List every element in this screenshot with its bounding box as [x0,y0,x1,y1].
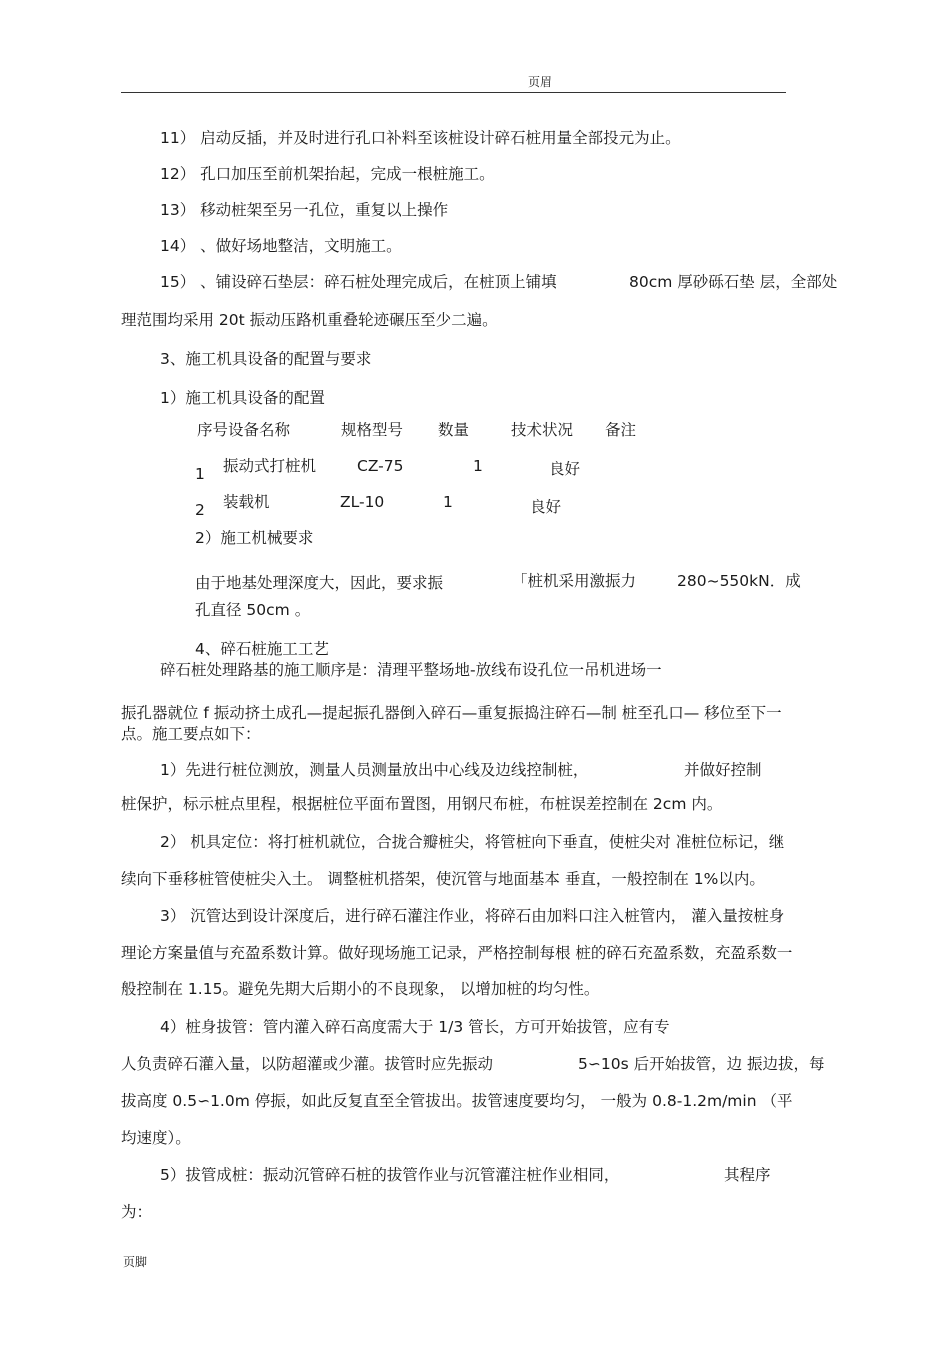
page-footer: 页脚 [123,1255,148,1269]
point-1-line2: 桩保护，标示桩点里程，根据桩位平面布置图，用钢尺布桩，布桩误差控制在 2cm 内。 [121,795,723,813]
requirement-line1b: 「桩机采用激振力 [512,572,637,590]
section-3-title: 3、施工机具设备的配置与要求 [160,350,372,368]
section-4-title: 4、碎石桩施工工艺 [195,640,329,658]
point-3-line2: 理论方案量值与充盈系数计算。做好现场施工记录，严格控制每根 桩的碎石充盈系数，充盈系数一 [121,944,793,962]
point-4-line3: 拔高度 0.5∽1.0m 停振，如此反复直至全管拔出。拔管速度要均匀， 一般为 0.8-1.2m/min （平 [121,1092,793,1110]
step-13: 13） 移动桩架至另一孔位，重复以上操作 [160,201,449,219]
table-row-1-qty: 1 [473,457,483,475]
step-14: 14） 、做好场地整洁，文明施工。 [160,237,402,255]
section-3-sub2: 2）施工机械要求 [195,529,314,547]
table-row-2-no: 2 [195,501,205,519]
point-2-line1: 2） 机具定位：将打桩机就位，合拢合瓣桩尖，将管桩向下垂直，使桩尖对 准桩位标记，继 [160,833,785,851]
point-5-line1b: 其程序 [724,1166,771,1184]
step-15-line1b: 80cm 厚砂砾石垫 层，全部处 [629,273,838,291]
requirement-line1c: 280~550kN．成 [677,572,801,590]
point-5-line1a: 5）拔管成桩：振动沉管碎石桩的拔管作业与沉管灌注桩作业相同， [160,1166,620,1184]
section-4-flow2: 点。施工要点如下： [121,725,261,743]
step-15-line2: 理范围均采用 20t 振动压路机重叠轮迹碾压至少二遍。 [121,311,498,329]
point-2-line2: 续向下垂移桩管使桩尖入土。 调整桩机搭架，使沉管与地面基本 垂直，一般控制在 1%以内。 [121,870,765,888]
requirement-line2: 孔直径 50cm 。 [195,601,311,619]
table-row-1-model: CZ-75 [357,457,404,475]
section-3-sub1: 1）施工机具设备的配置 [160,389,325,407]
point-4-line4: 均速度）。 [121,1129,191,1147]
section-4-intro: 碎石桩处理路基的施工顺序是：清理平整场地-放线布设孔位一吊机进场一 [160,661,662,679]
point-3-line3: 般控制在 1.15。避免先期大后期小的不良现象， 以增加桩的均匀性。 [121,980,600,998]
table-header-status: 技术状况 [511,421,574,439]
table-row-1-name: 振动式打桩机 [223,457,317,475]
table-header-qty: 数量 [438,421,470,439]
table-header-model: 规格型号 [341,421,404,439]
header-rule [121,92,786,93]
table-row-2-qty: 1 [443,493,453,511]
step-15-line1a: 15） 、铺设碎石垫层：碎石桩处理完成后，在桩顶上铺填 [160,273,557,291]
table-row-2-name: 装载机 [223,493,270,511]
section-4-flow1: 振孔器就位 f 振动挤土成孔—提起振孔器倒入碎石—重复振捣注碎石—制 桩至孔口— 移位至下一 [121,704,782,722]
step-12: 12） 孔口加压至前机架抬起，完成一根桩施工。 [160,165,495,183]
requirement-line1a: 由于地基处理深度大，因此，要求振 [195,574,444,592]
table-header-name: 序号设备名称 [197,421,291,439]
point-4-line2a: 人负责碎石灌入量，以防超灌或少灌。拔管时应先振动 [121,1055,494,1073]
page-header: 页眉 [528,75,553,89]
point-3-line1: 3） 沉管达到设计深度后，进行碎石灌注作业，将碎石由加料口注入桩管内， 灌入量按桩身 [160,907,785,925]
table-row-1-no: 1 [195,465,205,483]
point-4-line2b: 5∽10s 后开始拔管，边 振边拔，每 [578,1055,825,1073]
point-1-line1a: 1）先进行桩位测放，测量人员测量放出中心线及边线控制桩， [160,761,589,779]
step-11: 11） 启动反插，并及时进行孔口补料至该桩设计碎石桩用量全部投元为止。 [160,129,681,147]
table-row-1-status: 良好 [549,460,581,478]
point-1-line1b: 并做好控制 [684,761,762,779]
point-5-line2: 为： [121,1203,153,1221]
table-header-remark: 备注 [605,421,637,439]
table-row-2-status: 良好 [530,498,562,516]
table-row-2-model: ZL-10 [340,493,385,511]
point-4-line1: 4）桩身拔管：管内灌入碎石高度需大于 1/3 管长，方可开始拔管，应有专 [160,1018,670,1036]
